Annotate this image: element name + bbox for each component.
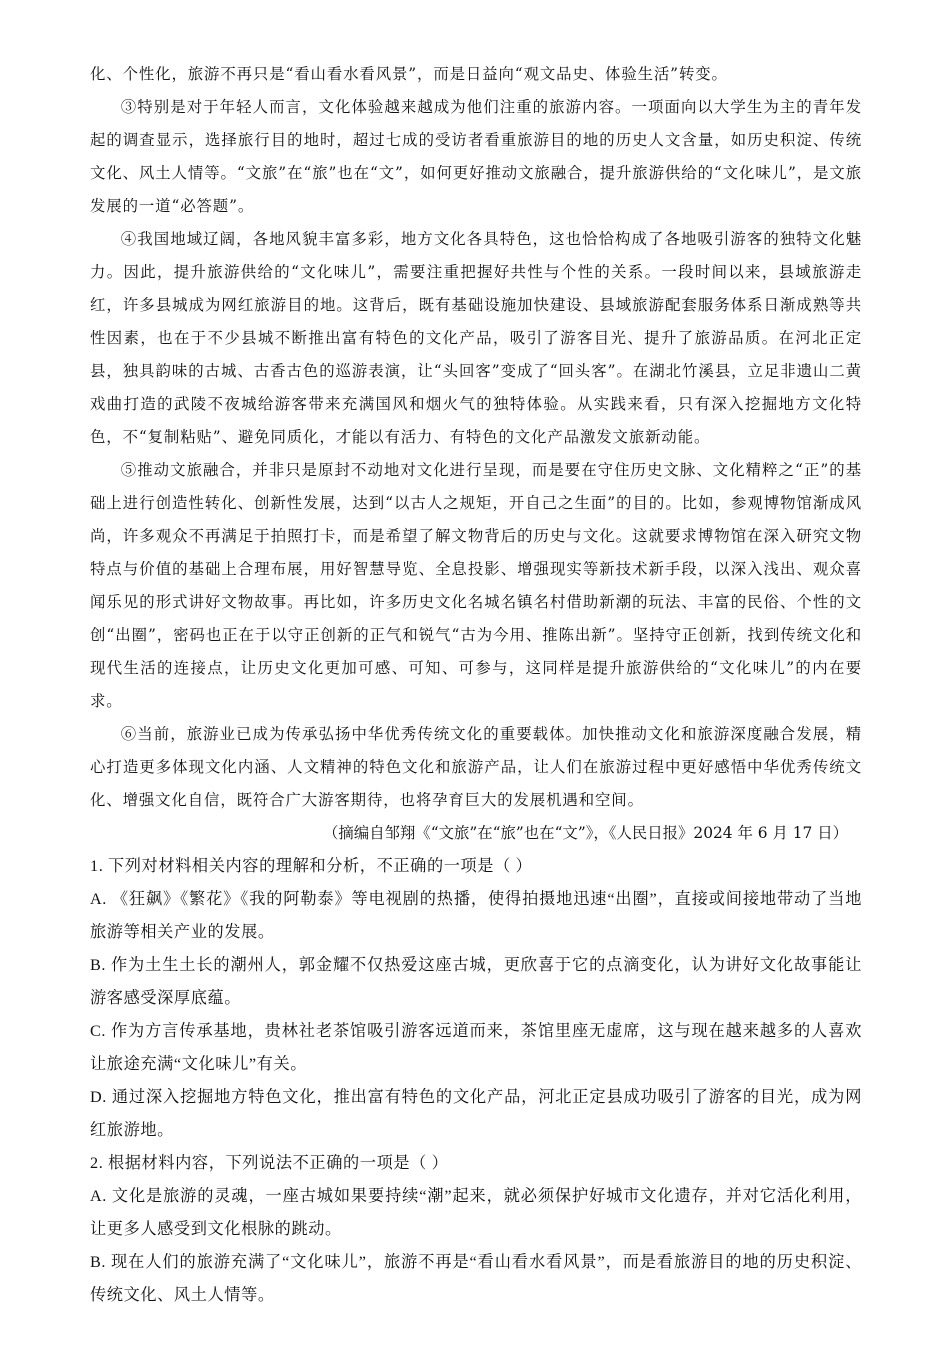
question-1-option-a: A. 《狂飙》《繁花》《我的阿勒泰》等电视剧的热播，使得拍摄地迅速“出圈”，直接或间接地带动了当地旅游等相关产业的发展。 bbox=[90, 890, 862, 941]
question-2-option-b: B. 现在人们的旅游充满了“文化味儿”，旅游不再是“看山看水看风景”，而是看旅游目的地的历史积淀、传统文化、风土人情等。 bbox=[90, 1253, 862, 1304]
passage-paragraph-continued: 化、个性化，旅游不再只是“看山看水看风景”，而是日益向“观文品史、体验生活”转变。 bbox=[90, 65, 728, 83]
passage-paragraph-4: ④我国地域辽阔，各地风貌丰富多彩，地方文化各具特色，这也恰恰构成了各地吸引游客的独特文化魅力。因此，提升旅游供给的“文化味儿”，需要注重把握好共性与个性的关系。一段时间以来，县域旅游走红，许多县城成为网红旅游目的地。这背后，既有基础设施加快建设、县域旅游配套服务体系日渐成熟等共性因素，也在于不少县城不断推出富有特色的文化产品，吸引了游客目光、提升了旅游品质。在河北正定县，独具韵味的古城、古香古色的巡游表演，让“头回客”变成了“回头客”。在湖北竹溪县，立足非遗山二黄戏曲打造的武陵不夜城给游客带来充满国风和烟火气的独特体验。从实践来看，只有深入挖掘地方文化特色，不“复制粘贴”、避免同质化，才能以有活力、有特色的文化产品激发文旅新动能。 bbox=[90, 230, 862, 446]
source-citation: （摘编自邹翔《“文旅”在“旅”也在“文”》，《人民日报》2024 年 6 月 17 日） bbox=[323, 824, 848, 842]
passage-paragraph-3: ③特别是对于年轻人而言，文化体验越来越成为他们注重的旅游内容。一项面向以大学生为主的青年发起的调查显示，选择旅行目的地时，超过七成的受访者看重旅游目的地的历史人文含量，如历史积淀、传统文化、风土人情等。“文旅”在“旅”也在“文”，如何更好推动文旅融合，提升旅游供给的“文化味儿”，是文旅发展的一道“必答题”。 bbox=[90, 98, 862, 215]
passage-paragraph-5: ⑤推动文旅融合，并非只是原封不动地对文化进行呈现，而是要在守住历史文脉、文化精粹之“正”的基础上进行创造性转化、创新性发展，达到“以古人之规矩，开自己之生面”的目的。比如，参观博物馆渐成风尚，许多观众不再满足于拍照打卡，而是希望了解文物背后的历史与文化。这就要求博物馆在深入研究文物特点与价值的基础上合理布展，用好智慧导览、全息投影、增强现实等新技术新手段，以深入浅出、观众喜闻乐见的形式讲好文物故事。再比如，许多历史文化名城名镇名村借助新潮的玩法、丰富的民俗、个性的文创“出圈”，密码也正在于以守正创新的正气和锐气“古为今用、推陈出新”。坚持守正创新，找到传统文化和现代生活的连接点，让历史文化更加可感、可知、可参与，这同样是提升旅游供给的“文化味儿”的内在要求。 bbox=[90, 461, 862, 710]
question-1-stem: 1. 下列对材料相关内容的理解和分析，不正确的一项是（ ） bbox=[90, 857, 533, 875]
question-1-option-c: C. 作为方言传承基地，贵林社老茶馆吸引游客远道而来，茶馆里座无虚席，这与现在越来越多的人喜欢让旅途充满“文化味儿”有关。 bbox=[90, 1022, 862, 1073]
question-1-option-d: D. 通过深入挖掘地方特色文化，推出富有特色的文化产品，河北正定县成功吸引了游客的目光，成为网红旅游地。 bbox=[90, 1088, 862, 1139]
passage-paragraph-6: ⑥当前，旅游业已成为传承弘扬中华优秀传统文化的重要载体。加快推动文化和旅游深度融合发展，精心打造更多体现文化内涵、人文精神的特色文化和旅游产品，让人们在旅游过程中更好感悟中华优秀传统文化、增强文化自信，既符合广大游客期待，也将孕育巨大的发展机遇和空间。 bbox=[90, 725, 862, 809]
exam-page bbox=[90, 58, 862, 1312]
question-2 bbox=[90, 1147, 862, 1312]
question-1 bbox=[90, 850, 862, 1147]
question-2-stem: 2. 根据材料内容，下列说法不正确的一项是（ ） bbox=[90, 1154, 449, 1172]
question-2-option-a: A. 文化是旅游的灵魂，一座古城如果要持续“潮”起来，就必须保护好城市文化遗存，并对它活化利用，让更多人感受到文化根脉的跳动。 bbox=[90, 1187, 862, 1238]
question-1-option-b: B. 作为土生土长的潮州人，郭金耀不仅热爱这座古城，更欣喜于它的点滴变化，认为讲好文化故事能让游客感受深厚底蕴。 bbox=[90, 956, 862, 1007]
